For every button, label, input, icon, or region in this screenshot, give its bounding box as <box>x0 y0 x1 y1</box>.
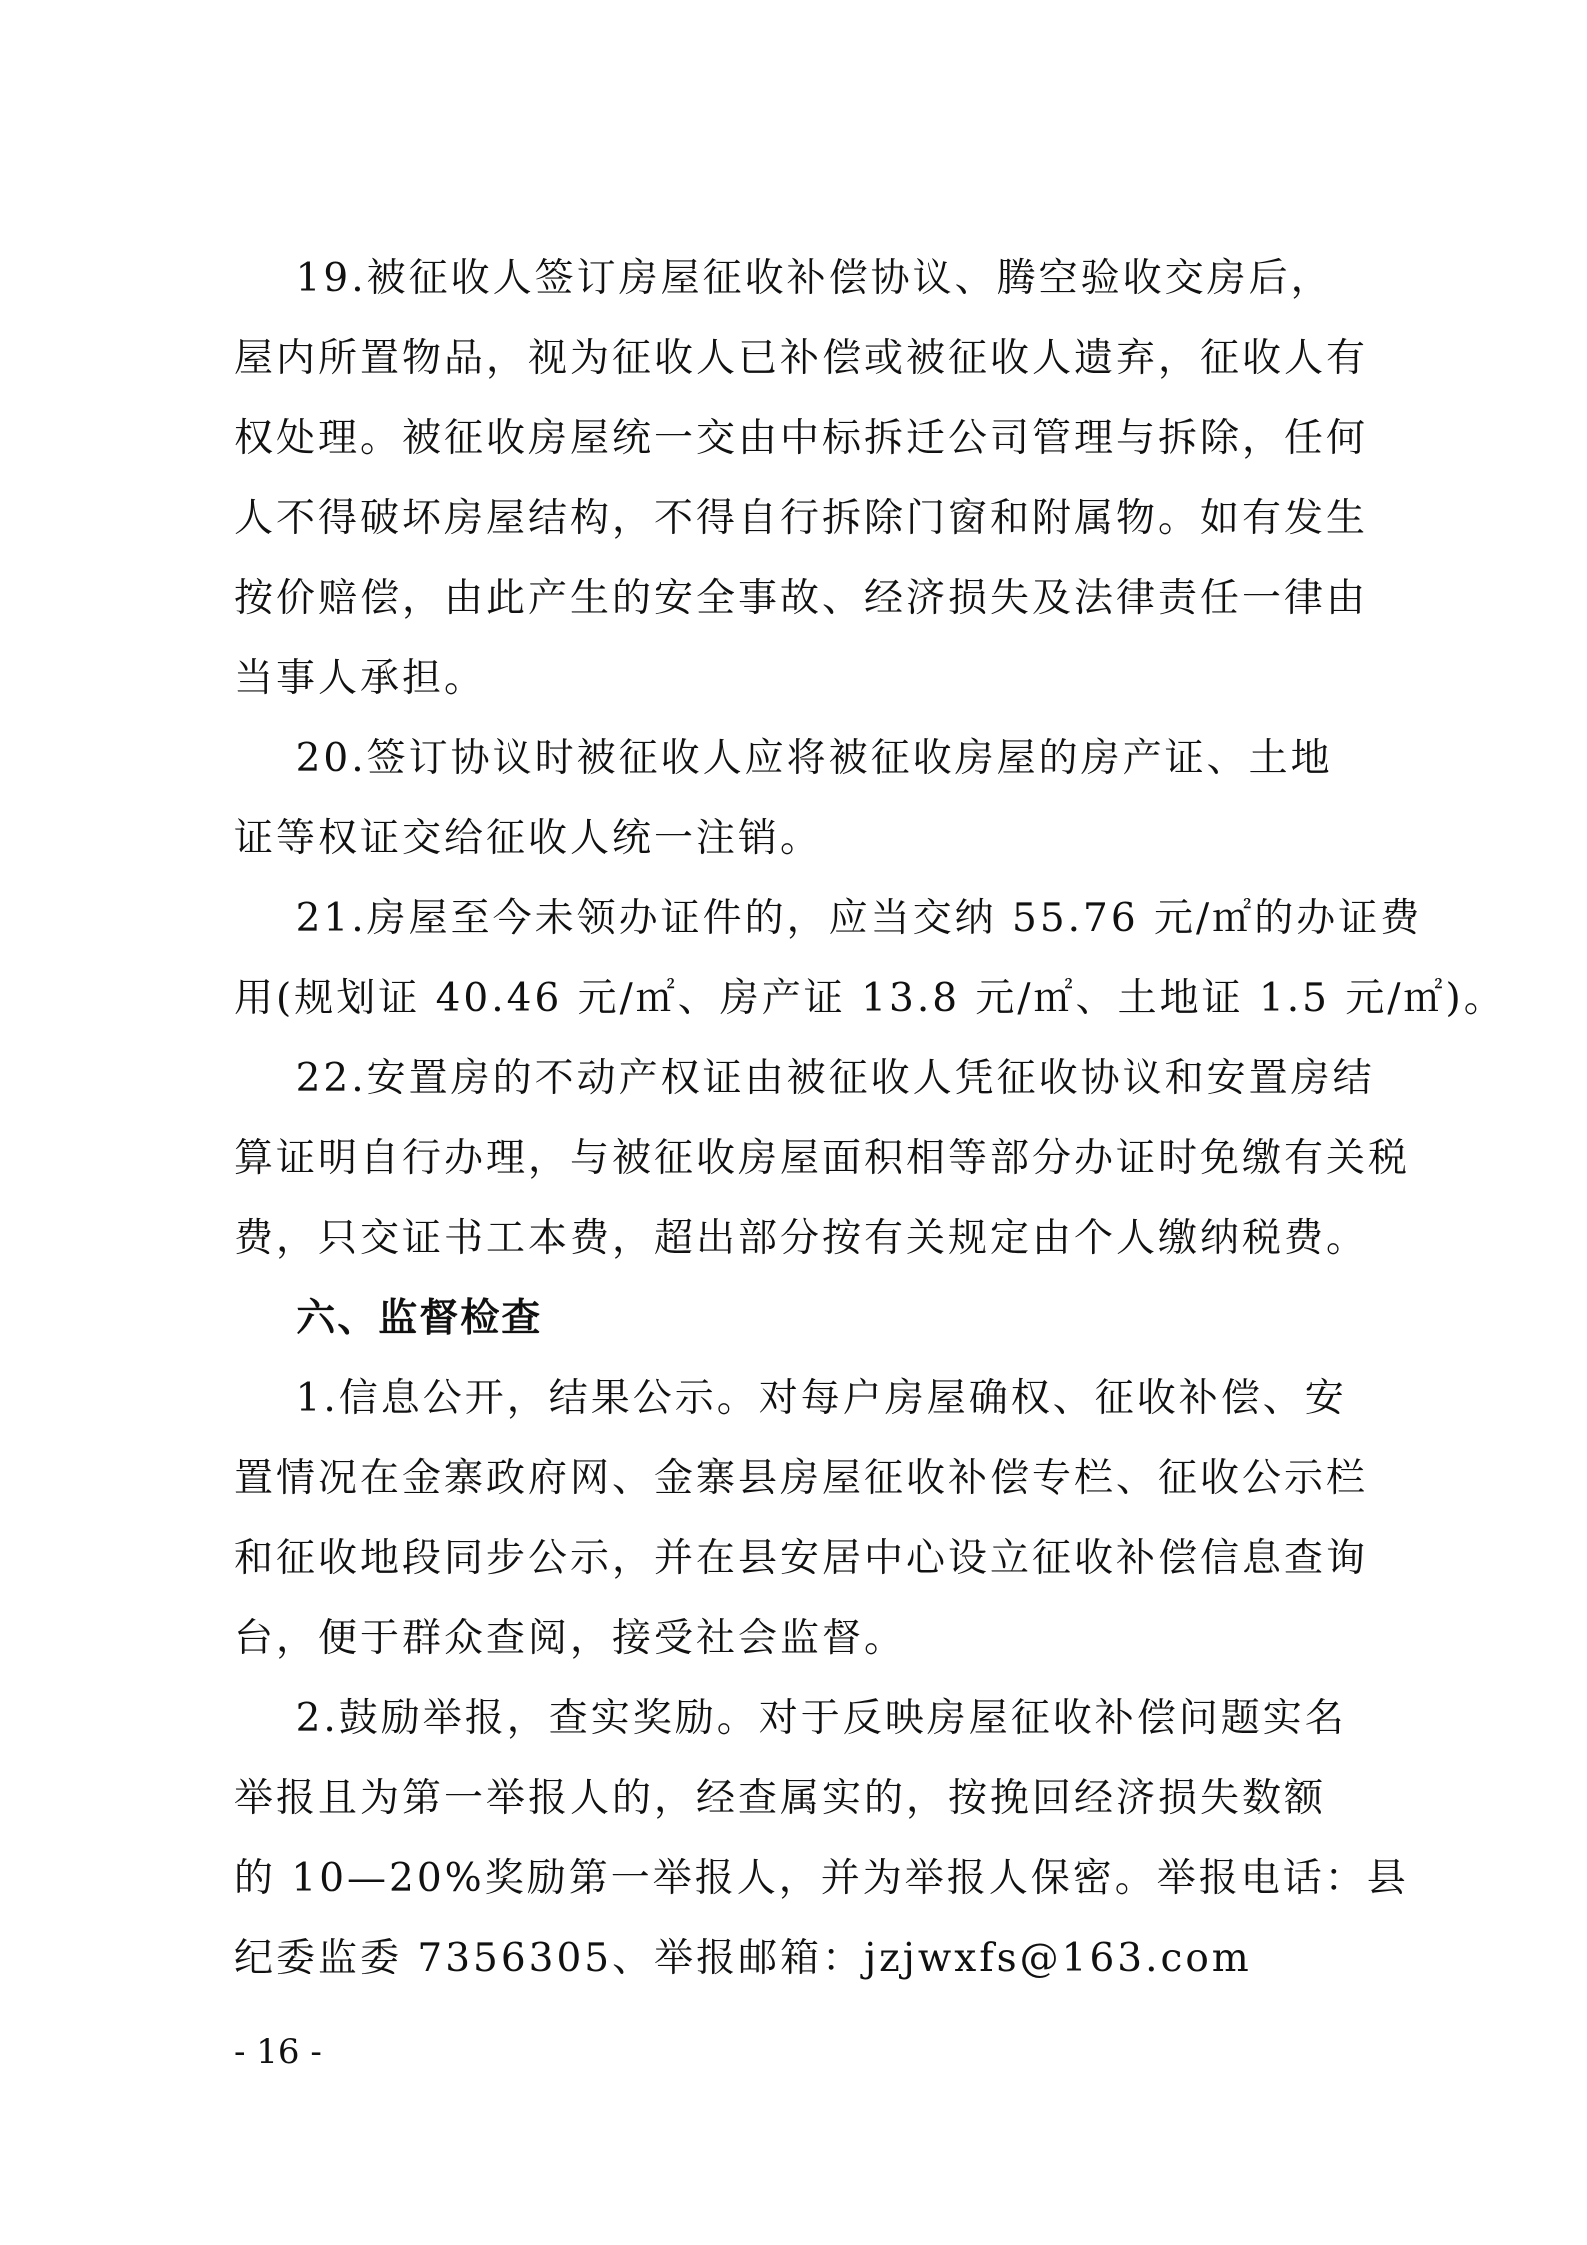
text-line: 21.房屋至今未领办证件的，应当交纳 55.76 元/㎡的办证费 <box>234 896 1423 941</box>
text-line: 20.签订协议时被征收人应将被征收房屋的房产证、土地 <box>234 736 1333 781</box>
text-line: 证等权证交给征收人统一注销。 <box>234 816 823 861</box>
text-line: 22.安置房的不动产权证由被征收人凭征收协议和安置房结 <box>234 1056 1375 1101</box>
text-line: 费，只交证书工本费，超出部分按有关规定由个人缴纳税费。 <box>234 1216 1369 1261</box>
text-line: 用(规划证 40.46 元/㎡、房产证 13.8 元/㎡、土地证 1.5 元/㎡)。 <box>234 976 1506 1021</box>
text-line: 2.鼓励举报，查实奖励。对于反映房屋征收补偿问题实名 <box>234 1696 1347 1741</box>
text-line: 当事人承担。 <box>234 656 487 701</box>
section-heading: 六、监督检查 <box>234 1296 543 1341</box>
text-line: 1.信息公开，结果公示。对每户房屋确权、征收补偿、安 <box>234 1376 1347 1421</box>
text-line: 台，便于群众查阅，接受社会监督。 <box>234 1616 907 1661</box>
text-line: 举报且为第一举报人的，经查属实的，按挽回经济损失数额 <box>234 1776 1327 1821</box>
text-line: 按价赔偿，由此产生的安全事故、经济损失及法律责任一律由 <box>234 576 1369 621</box>
page-number: - 16 - <box>234 2032 322 2072</box>
text-line: 19.被征收人签订房屋征收补偿协议、腾空验收交房后， <box>234 256 1333 301</box>
text-line: 置情况在金寨政府网、金寨县房屋征收补偿专栏、征收公示栏 <box>234 1456 1369 1501</box>
text-line: 算证明自行办理，与被征收房屋面积相等部分办证时免缴有关税 <box>234 1136 1411 1181</box>
text-line: 和征收地段同步公示，并在县安居中心设立征收补偿信息查询 <box>234 1536 1369 1581</box>
text-line: 屋内所置物品，视为征收人已补偿或被征收人遗弃，征收人有 <box>234 336 1369 381</box>
text-line: 权处理。被征收房屋统一交由中标拆迁公司管理与拆除，任何 <box>234 416 1369 461</box>
text-line: 人不得破坏房屋结构，不得自行拆除门窗和附属物。如有发生 <box>234 496 1369 541</box>
text-line: 纪委监委 7356305、举报邮箱：jzjwxfs@163.com <box>234 1936 1252 1981</box>
text-line: 的 10—20%奖励第一举报人，并为举报人保密。举报电话：县 <box>234 1856 1409 1901</box>
